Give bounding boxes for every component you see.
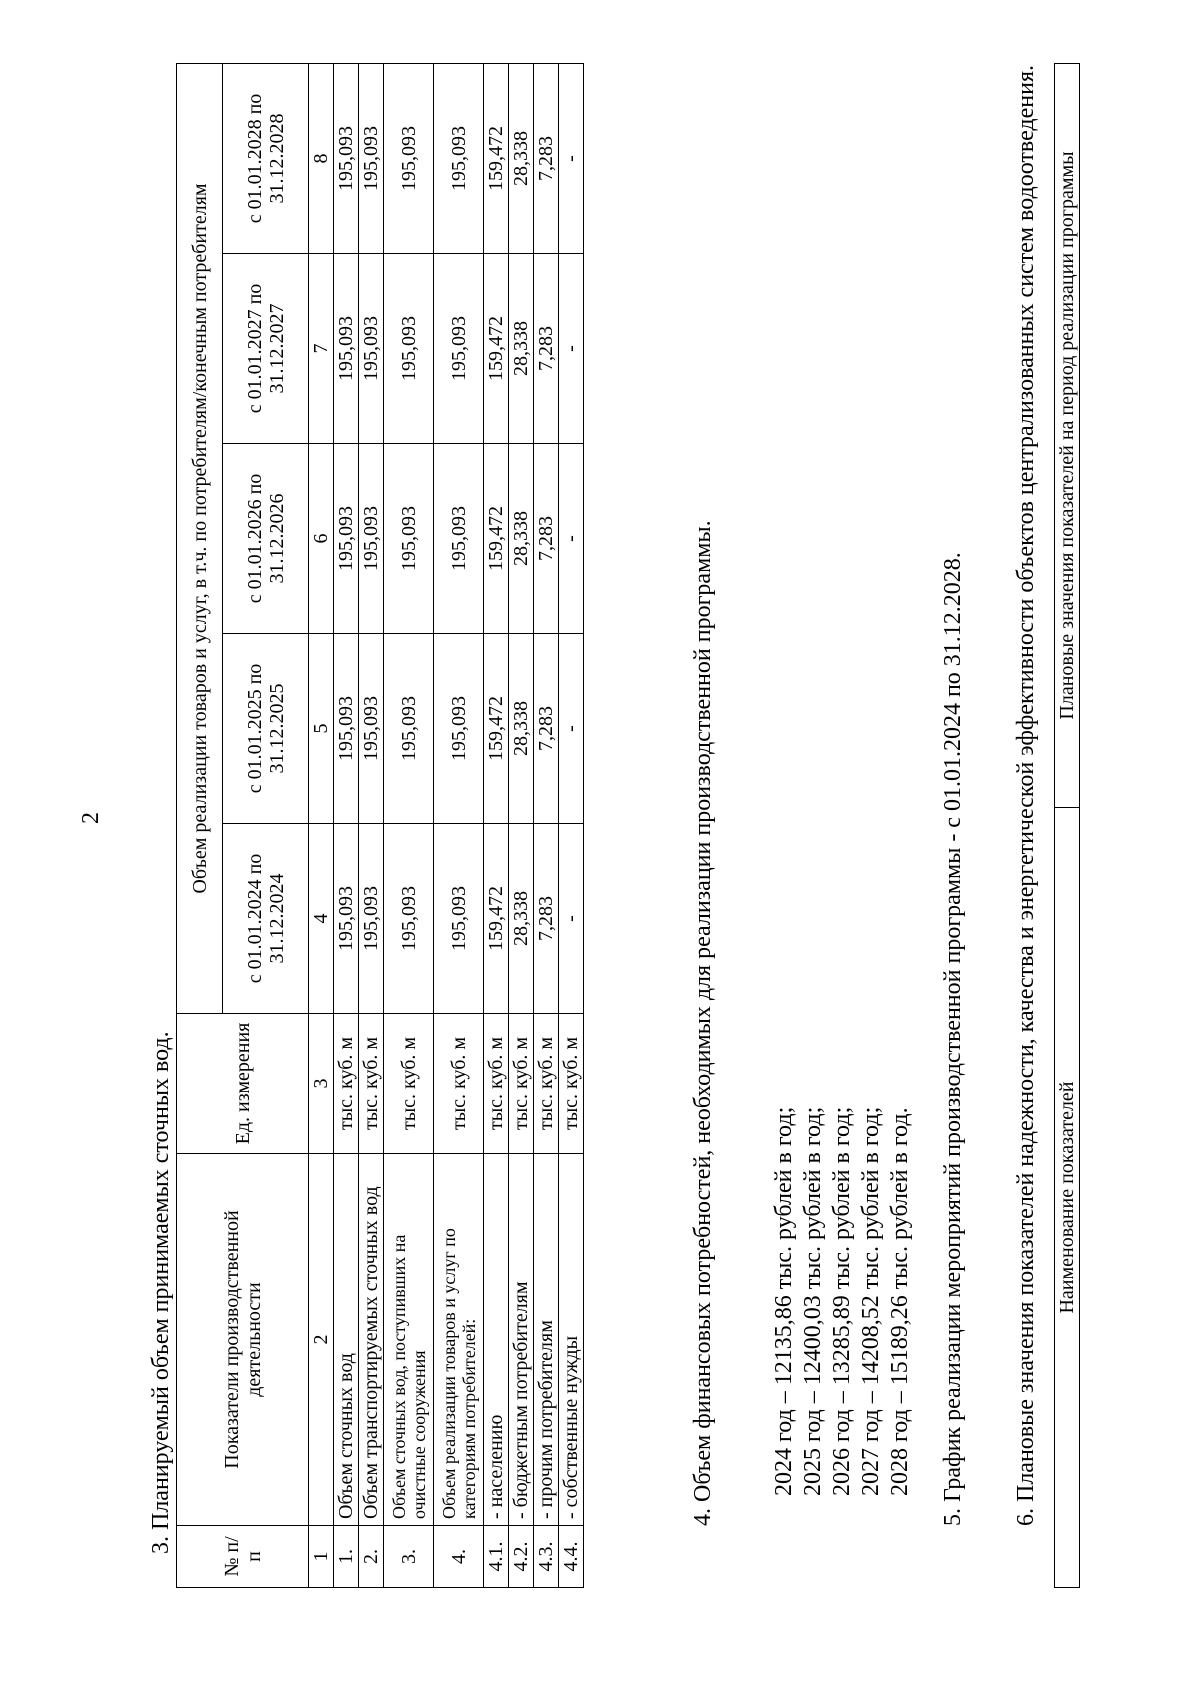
row-num: 2. bbox=[359, 1526, 384, 1588]
column-number: 8 bbox=[309, 63, 334, 253]
header-indicator: Показатели производственной деятельности bbox=[177, 1154, 309, 1526]
table-row bbox=[534, 63, 559, 1587]
list-item: 2026 год – 13285,89 тыс. рублей в год; bbox=[829, 1106, 855, 1496]
row-name: Объем сточных вод, поступивших на очистные сооружения bbox=[384, 1154, 434, 1526]
row-value: - bbox=[559, 634, 584, 824]
row-value: 28,338 bbox=[509, 634, 534, 824]
row-num: 4.2. bbox=[509, 1526, 534, 1588]
row-value: 159,472 bbox=[484, 634, 509, 824]
row-name: Объем транспортируемых сточных вод bbox=[359, 1154, 384, 1526]
row-value: 7,283 bbox=[534, 634, 559, 824]
page-number: 2 bbox=[78, 812, 104, 824]
header-period: с 01.01.2025 по 31.12.2025 bbox=[223, 634, 309, 824]
row-value: 7,283 bbox=[534, 63, 559, 253]
column-number: 7 bbox=[309, 254, 334, 444]
table-row bbox=[434, 63, 484, 1587]
row-value: 28,338 bbox=[509, 254, 534, 444]
row-value: 195,093 bbox=[359, 444, 384, 634]
row-name: - собственные нужды bbox=[559, 1154, 584, 1526]
row-name: - населению bbox=[484, 1154, 509, 1526]
row-value: 195,093 bbox=[434, 444, 484, 634]
row-value: 195,093 bbox=[334, 444, 359, 634]
header-num: № п/п bbox=[177, 1526, 309, 1588]
header-unit: Ед. измерения bbox=[177, 1014, 309, 1154]
header-period: с 01.01.2028 по 31.12.2028 bbox=[223, 63, 309, 253]
column-number: 3 bbox=[309, 1014, 334, 1154]
header-period: с 01.01.2024 по 31.12.2024 bbox=[223, 824, 309, 1014]
row-value: 195,093 bbox=[359, 63, 384, 253]
table-row bbox=[359, 63, 384, 1587]
row-value: 195,093 bbox=[359, 634, 384, 824]
header-volume-group: Объем реализации товаров и услуг, в т.ч. по потребителям/конечным потребителям bbox=[177, 63, 223, 1013]
list-item: 2025 год – 12400,03 тыс. рублей в год; bbox=[800, 1106, 826, 1496]
row-num: 4.1. bbox=[484, 1526, 509, 1588]
row-value: 195,093 bbox=[334, 824, 359, 1014]
column-number: 5 bbox=[309, 634, 334, 824]
row-value: 195,093 bbox=[384, 63, 434, 253]
column-number-row bbox=[309, 63, 334, 1587]
row-value: 195,093 bbox=[434, 254, 484, 444]
row-value: 159,472 bbox=[484, 444, 509, 634]
row-unit: тыс. куб. м bbox=[509, 1014, 534, 1154]
row-num: 4.4. bbox=[559, 1526, 584, 1588]
row-value: 195,093 bbox=[359, 254, 384, 444]
section-6-title: 6. Плановые значения показателей надежности, качества и энергетической эффективности объектов централизованных систем водоотведения. bbox=[1013, 65, 1039, 1526]
list-item: 2024 год – 12135,86 тыс. рублей в год; bbox=[771, 1106, 797, 1496]
table-row bbox=[484, 63, 509, 1587]
table-row bbox=[559, 63, 584, 1587]
section-5-title: 5. График реализации мероприятий производственной программы - с 01.01.2024 по 31.12.2028. bbox=[940, 552, 966, 1526]
table-row bbox=[509, 63, 534, 1587]
row-num: 4. bbox=[434, 1526, 484, 1588]
row-name: Объем реализации товаров и услуг по категориям потребителей: bbox=[434, 1154, 484, 1526]
row-value: - bbox=[559, 824, 584, 1014]
table-row bbox=[334, 63, 359, 1587]
header-indicator-name: Наименование показателей bbox=[1055, 808, 1080, 1588]
row-value: 7,283 bbox=[534, 444, 559, 634]
row-name: - прочим потребителям bbox=[534, 1154, 559, 1526]
row-unit: тыс. куб. м bbox=[534, 1014, 559, 1154]
list-item: 2028 год – 15189,26 тыс. рублей в год. bbox=[887, 1107, 913, 1496]
row-value: 195,093 bbox=[384, 254, 434, 444]
column-number: 4 bbox=[309, 824, 334, 1014]
column-number: 1 bbox=[309, 1526, 334, 1588]
row-value: - bbox=[559, 63, 584, 253]
row-value: - bbox=[559, 444, 584, 634]
row-value: 159,472 bbox=[484, 824, 509, 1014]
row-value: 28,338 bbox=[509, 444, 534, 634]
wastewater-volume-table bbox=[176, 63, 584, 1588]
row-value: 159,472 bbox=[484, 63, 509, 253]
row-value: 7,283 bbox=[534, 254, 559, 444]
row-value: 195,093 bbox=[384, 634, 434, 824]
row-value: 195,093 bbox=[334, 634, 359, 824]
row-value: 195,093 bbox=[334, 254, 359, 444]
header-period: с 01.01.2026 по 31.12.2026 bbox=[223, 444, 309, 634]
row-value: 195,093 bbox=[434, 63, 484, 253]
column-number: 2 bbox=[309, 1154, 334, 1526]
row-unit: тыс. куб. м bbox=[559, 1014, 584, 1154]
row-num: 3. bbox=[384, 1526, 434, 1588]
row-unit: тыс. куб. м bbox=[384, 1014, 434, 1154]
row-num: 1. bbox=[334, 1526, 359, 1588]
row-num: 4.3. bbox=[534, 1526, 559, 1588]
row-unit: тыс. куб. м bbox=[334, 1014, 359, 1154]
row-value: 195,093 bbox=[359, 824, 384, 1014]
row-value: 159,472 bbox=[484, 254, 509, 444]
row-name: - бюджетным потребителям bbox=[509, 1154, 534, 1526]
list-item: 2027 год – 14208,52 тыс. рублей в год; bbox=[858, 1106, 884, 1496]
header-planned-values: Плановые значения показателей на период реализации программы bbox=[1055, 64, 1080, 808]
row-value: 195,093 bbox=[334, 63, 359, 253]
row-unit: тыс. куб. м bbox=[434, 1014, 484, 1154]
row-value: - bbox=[559, 254, 584, 444]
row-value: 195,093 bbox=[434, 824, 484, 1014]
row-value: 28,338 bbox=[509, 63, 534, 253]
table-row bbox=[384, 63, 434, 1587]
header-period: с 01.01.2027 по 31.12.2027 bbox=[223, 254, 309, 444]
indicators-table bbox=[1054, 63, 1080, 1588]
row-name: Объем сточных вод bbox=[334, 1154, 359, 1526]
row-value: 195,093 bbox=[384, 824, 434, 1014]
row-value: 7,283 bbox=[534, 824, 559, 1014]
row-unit: тыс. куб. м bbox=[359, 1014, 384, 1154]
row-value: 195,093 bbox=[434, 634, 484, 824]
row-unit: тыс. куб. м bbox=[484, 1014, 509, 1154]
row-value: 195,093 bbox=[384, 444, 434, 634]
section-3-title: 3. Планируемый объем принимаемых сточных вод. bbox=[148, 1031, 174, 1554]
section-4-title: 4. Объем финансовых потребностей, необходимых для реализации производственной программы. bbox=[690, 520, 716, 1526]
financial-needs-list bbox=[770, 1107, 915, 1496]
column-number: 6 bbox=[309, 444, 334, 634]
row-value: 28,338 bbox=[509, 824, 534, 1014]
